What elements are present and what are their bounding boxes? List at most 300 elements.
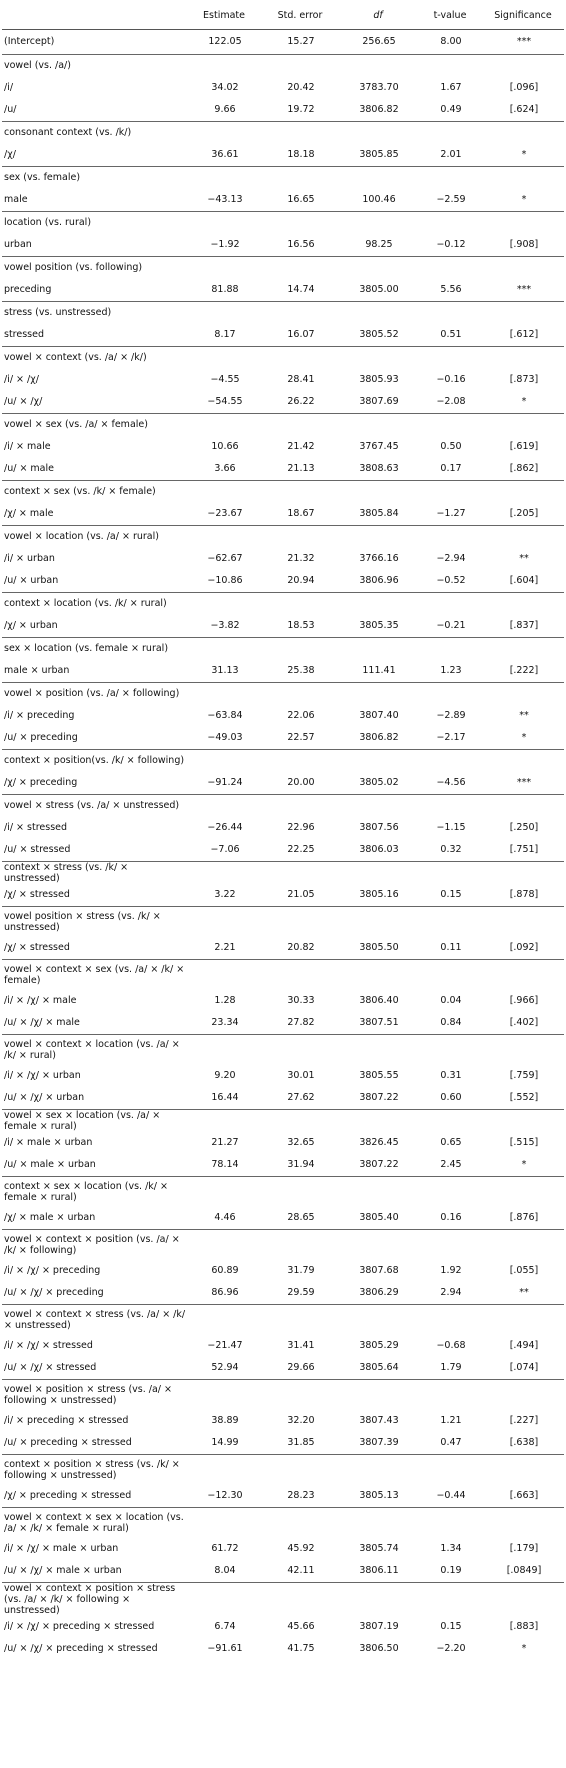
std-error-cell: 42.11 (287, 1565, 315, 1576)
significance-cell: *** (516, 777, 532, 788)
group-header-row (2, 413, 564, 436)
table-header (2, 3, 564, 29)
table-row (2, 1132, 564, 1154)
group-header-row (2, 959, 564, 990)
t-value-cell: 1.79 (440, 1362, 462, 1373)
group-header-label: sex (vs. female) (2, 166, 186, 189)
estimate-cell: −7.06 (210, 844, 240, 855)
group-header-label: vowel (vs. /a/) (2, 54, 186, 77)
empty-cell (482, 1507, 564, 1538)
estimate-cell: −63.84 (207, 710, 243, 721)
df-cell: 3807.22 (359, 1159, 399, 1170)
group-header-label: vowel × context × position (vs. /a/ × /k/ × following) (2, 1229, 186, 1260)
estimate-cell: 4.46 (214, 1212, 236, 1223)
row-label: (Intercept) (4, 36, 55, 47)
empty-cell (186, 346, 262, 369)
row-label: /χ/ × male × urban (4, 1212, 96, 1223)
group-header-row (2, 1034, 564, 1065)
estimate-cell: 8.04 (214, 1565, 236, 1576)
row-label: /u/ (4, 104, 17, 115)
empty-cell (262, 749, 338, 772)
table-row (2, 234, 564, 257)
row-label: /u/ × male × urban (4, 1159, 96, 1170)
estimate-cell: −26.44 (207, 822, 243, 833)
table-row (2, 99, 564, 122)
t-value-cell: −0.44 (436, 1490, 466, 1501)
empty-cell (186, 637, 262, 660)
row-label: /χ/ × preceding × stressed (4, 1490, 132, 1501)
t-value-cell: −2.20 (436, 1643, 466, 1654)
t-value-cell: 0.50 (440, 441, 462, 452)
estimate-cell: −23.67 (207, 508, 243, 519)
empty-cell (338, 637, 418, 660)
empty-cell (338, 54, 418, 77)
t-value-cell: −4.56 (436, 777, 466, 788)
df-cell: 3807.39 (359, 1437, 399, 1448)
estimate-cell: 31.13 (211, 665, 239, 676)
df-cell: 256.65 (362, 36, 396, 47)
empty-cell (418, 1304, 482, 1335)
empty-cell (262, 1379, 338, 1410)
group-header-label: vowel × context × position × stress (vs. /a/ × /k/ × following × unstressed) (2, 1582, 186, 1616)
significance-cell: [.222] (509, 665, 539, 676)
df-cell: 3805.74 (359, 1543, 399, 1554)
group-header-row (2, 794, 564, 817)
empty-cell (186, 1229, 262, 1260)
df-cell: 3805.00 (359, 284, 399, 295)
estimate-cell: −1.92 (210, 239, 240, 250)
empty-cell (418, 346, 482, 369)
empty-cell (482, 682, 564, 705)
df-cell: 3805.29 (359, 1340, 399, 1351)
empty-cell (482, 346, 564, 369)
empty-cell (186, 1379, 262, 1410)
std-error-cell: 28.23 (287, 1490, 315, 1501)
df-cell: 3806.11 (359, 1565, 399, 1576)
empty-cell (482, 1109, 564, 1132)
df-cell: 3805.50 (359, 942, 399, 953)
empty-cell (186, 413, 262, 436)
header-df-text: df (373, 10, 383, 22)
estimate-cell: 60.89 (211, 1265, 239, 1276)
row-label: /u/ × /χ/ × urban (4, 1092, 85, 1103)
table-row (2, 1335, 564, 1357)
table-row (2, 839, 564, 862)
estimate-cell: 2.21 (214, 942, 236, 953)
t-value-cell: 2.45 (440, 1159, 462, 1170)
df-cell: 98.25 (365, 239, 393, 250)
t-value-cell: 0.16 (440, 1212, 462, 1223)
t-value-cell: 0.17 (440, 463, 462, 474)
significance-cell: [.619] (509, 441, 539, 452)
std-error-cell: 21.13 (287, 463, 315, 474)
empty-cell (338, 1034, 418, 1065)
std-error-cell: 30.33 (287, 995, 315, 1006)
df-cell: 3807.56 (359, 822, 399, 833)
row-label: /u/ × urban (4, 575, 59, 586)
group-header-row (2, 301, 564, 324)
significance-cell: [.604] (509, 575, 539, 586)
std-error-cell: 45.66 (287, 1621, 315, 1632)
std-error-cell: 29.66 (287, 1362, 315, 1373)
df-cell: 3805.93 (359, 374, 399, 385)
estimate-cell: 52.94 (211, 1362, 239, 1373)
empty-cell (338, 1109, 418, 1132)
empty-cell (418, 525, 482, 548)
empty-cell (482, 794, 564, 817)
header-estimate: Estimate (203, 10, 245, 22)
group-header-label: context × sex (vs. /k/ × female) (2, 480, 186, 503)
t-value-cell: 1.34 (440, 1543, 462, 1554)
estimate-cell: 3.22 (214, 889, 236, 900)
group-header-label: vowel × context (vs. /a/ × /k/) (2, 346, 186, 369)
row-label: /i/ × male (4, 441, 51, 452)
estimate-cell: 16.44 (211, 1092, 239, 1103)
group-header-label: vowel position (vs. following) (2, 256, 186, 279)
std-error-cell: 28.41 (287, 374, 315, 385)
empty-cell (482, 1304, 564, 1335)
std-error-cell: 29.59 (287, 1287, 315, 1298)
row-label: /χ/ × urban (4, 620, 58, 631)
empty-cell (338, 1229, 418, 1260)
t-value-cell: 0.49 (440, 104, 462, 115)
empty-cell (186, 1109, 262, 1132)
estimate-cell: 61.72 (211, 1543, 239, 1554)
group-header-row (2, 1507, 564, 1538)
group-header-label: vowel × position × stress (vs. /a/ × following × unstressed) (2, 1379, 186, 1410)
empty-cell (186, 682, 262, 705)
std-error-cell: 21.05 (287, 889, 315, 900)
table-row (2, 436, 564, 458)
group-header-label: vowel × location (vs. /a/ × rural) (2, 525, 186, 548)
empty-cell (262, 413, 338, 436)
group-header-label: consonant context (vs. /k/) (2, 121, 186, 144)
df-cell: 3767.45 (359, 441, 399, 452)
empty-cell (482, 413, 564, 436)
t-value-cell: 0.11 (440, 942, 462, 953)
empty-cell (418, 1454, 482, 1485)
empty-cell (482, 906, 564, 937)
empty-cell (418, 1379, 482, 1410)
group-header-label: vowel × stress (vs. /a/ × unstressed) (2, 794, 186, 817)
table-row (2, 391, 564, 414)
group-header-row (2, 1109, 564, 1132)
group-header-row (2, 749, 564, 772)
significance-cell: [.096] (509, 82, 539, 93)
group-header-row (2, 1176, 564, 1207)
df-cell: 3806.40 (359, 995, 399, 1006)
table-row (2, 570, 564, 593)
table-row (2, 77, 564, 99)
df-cell: 3806.82 (359, 104, 399, 115)
empty-cell (186, 749, 262, 772)
table-row (2, 660, 564, 683)
group-header-row (2, 861, 564, 884)
std-error-cell: 30.01 (287, 1070, 315, 1081)
df-cell: 3805.40 (359, 1212, 399, 1223)
estimate-cell: 9.20 (214, 1070, 236, 1081)
t-value-cell: 5.56 (440, 284, 462, 295)
significance-cell: ** (519, 553, 529, 564)
significance-cell: * (521, 1643, 527, 1654)
significance-cell: [.908] (509, 239, 539, 250)
empty-cell (186, 480, 262, 503)
group-header-label: vowel × sex (vs. /a/ × female) (2, 413, 186, 436)
t-value-cell: 0.15 (440, 1621, 462, 1632)
table-row (2, 1616, 564, 1638)
df-cell: 3805.64 (359, 1362, 399, 1373)
empty-cell (418, 906, 482, 937)
t-value-cell: −0.21 (436, 620, 466, 631)
t-value-cell: 1.67 (440, 82, 462, 93)
group-header-label: context × sex × location (vs. /k/ × female × rural) (2, 1176, 186, 1207)
table-row (2, 990, 564, 1012)
df-cell: 3805.16 (359, 889, 399, 900)
estimate-cell: 86.96 (211, 1287, 239, 1298)
table-row (2, 1260, 564, 1282)
row-label: /i/ × male × urban (4, 1137, 93, 1148)
table-row (2, 1282, 564, 1305)
empty-cell (418, 1109, 482, 1132)
table-row (2, 937, 564, 960)
row-label: /i/ × /χ/ × male × urban (4, 1543, 119, 1554)
t-value-cell: −0.16 (436, 374, 466, 385)
t-value-cell: −2.94 (436, 553, 466, 564)
empty-cell (338, 1304, 418, 1335)
row-label: /u/ × /χ/ × stressed (4, 1362, 97, 1373)
df-cell: 3805.35 (359, 620, 399, 631)
t-value-cell: 0.19 (440, 1565, 462, 1576)
empty-cell (262, 1507, 338, 1538)
significance-cell: *** (516, 36, 532, 47)
std-error-cell: 20.82 (287, 942, 315, 953)
empty-cell (262, 301, 338, 324)
group-header-label: vowel position × stress (vs. /k/ × unstressed) (2, 906, 186, 937)
std-error-cell: 22.06 (287, 710, 315, 721)
t-value-cell: 0.15 (440, 889, 462, 900)
table-row (2, 1087, 564, 1110)
significance-cell: [.966] (509, 995, 539, 1006)
empty-cell (418, 413, 482, 436)
empty-cell (262, 1304, 338, 1335)
row-label: /u/ × male (4, 463, 54, 474)
t-value-cell: −2.59 (436, 194, 466, 205)
empty-cell (338, 906, 418, 937)
row-label: preceding (4, 284, 52, 295)
row-label: male (4, 194, 28, 205)
group-header-row (2, 1229, 564, 1260)
t-value-cell: −2.17 (436, 732, 466, 743)
group-header-label: vowel × context × location (vs. /a/ × /k/ × rural) (2, 1034, 186, 1065)
empty-cell (338, 346, 418, 369)
table-row (2, 1410, 564, 1432)
row-label: /i/ (4, 82, 14, 93)
empty-cell (338, 1454, 418, 1485)
empty-cell (338, 1379, 418, 1410)
row-label: /i/ × /χ/ × stressed (4, 1340, 93, 1351)
estimate-cell: 23.34 (211, 1017, 239, 1028)
group-header-label: vowel × context × sex (vs. /a/ × /k/ × female) (2, 959, 186, 990)
empty-cell (482, 592, 564, 615)
std-error-cell: 15.27 (287, 36, 315, 47)
empty-cell (262, 166, 338, 189)
row-label: /χ/ × stressed (4, 889, 70, 900)
t-value-cell: −0.12 (436, 239, 466, 250)
estimate-cell: −49.03 (207, 732, 243, 743)
row-label: urban (4, 239, 32, 250)
empty-cell (482, 525, 564, 548)
empty-cell (482, 301, 564, 324)
estimate-cell: 34.02 (211, 82, 239, 93)
header-significance: Significance (494, 10, 552, 22)
std-error-cell: 22.57 (287, 732, 315, 743)
table-row (2, 324, 564, 347)
row-label: /i/ × /χ/ × urban (4, 1070, 81, 1081)
std-error-cell: 31.79 (287, 1265, 315, 1276)
df-cell: 3807.19 (359, 1621, 399, 1632)
empty-cell (262, 1229, 338, 1260)
significance-cell: * (521, 149, 527, 160)
group-header-row (2, 1454, 564, 1485)
std-error-cell: 19.72 (287, 104, 315, 115)
group-header-row (2, 1379, 564, 1410)
group-header-row (2, 525, 564, 548)
table-row (2, 772, 564, 795)
empty-cell (186, 1176, 262, 1207)
group-header-row (2, 637, 564, 660)
empty-cell (418, 959, 482, 990)
estimate-cell: −3.82 (210, 620, 240, 631)
std-error-cell: 21.32 (287, 553, 315, 564)
empty-cell (186, 794, 262, 817)
row-label: /i/ × preceding (4, 710, 75, 721)
empty-cell (482, 166, 564, 189)
estimate-cell: −91.24 (207, 777, 243, 788)
t-value-cell: 0.04 (440, 995, 462, 1006)
row-label: /χ/ × preceding (4, 777, 78, 788)
empty-cell (186, 861, 262, 884)
group-header-label: context × stress (vs. /k/ × unstressed) (2, 861, 186, 884)
row-label: /u/ × /χ/ (4, 396, 43, 407)
significance-cell: [.873] (509, 374, 539, 385)
group-header-row (2, 256, 564, 279)
empty-cell (262, 256, 338, 279)
estimate-cell: 14.99 (211, 1437, 239, 1448)
estimate-cell: −10.86 (207, 575, 243, 586)
table-row (2, 1357, 564, 1380)
table-row (2, 1485, 564, 1508)
std-error-cell: 32.65 (287, 1137, 315, 1148)
empty-cell (186, 166, 262, 189)
t-value-cell: −2.89 (436, 710, 466, 721)
empty-cell (418, 1229, 482, 1260)
header-df (338, 3, 418, 29)
empty-cell (262, 1454, 338, 1485)
row-label: /i/ × preceding × stressed (4, 1415, 129, 1426)
empty-cell (262, 1109, 338, 1132)
df-cell: 3805.02 (359, 777, 399, 788)
empty-cell (186, 525, 262, 548)
significance-cell: * (521, 1159, 527, 1170)
std-error-cell: 16.56 (287, 239, 315, 250)
t-value-cell: −2.08 (436, 396, 466, 407)
empty-cell (418, 1034, 482, 1065)
df-cell: 3805.52 (359, 329, 399, 340)
df-cell: 3807.43 (359, 1415, 399, 1426)
empty-cell (338, 166, 418, 189)
row-label: /χ/ × stressed (4, 942, 70, 953)
empty-cell (338, 959, 418, 990)
significance-cell: * (521, 194, 527, 205)
std-error-cell: 16.65 (287, 194, 315, 205)
empty-cell (186, 301, 262, 324)
row-label: /i/ × stressed (4, 822, 68, 833)
significance-cell: [.092] (509, 942, 539, 953)
table-row (2, 1012, 564, 1035)
empty-cell (482, 1034, 564, 1065)
group-header-row (2, 906, 564, 937)
empty-cell (338, 592, 418, 615)
t-value-cell: 1.21 (440, 1415, 462, 1426)
df-cell: 111.41 (362, 665, 396, 676)
t-value-cell: 0.51 (440, 329, 462, 340)
empty-cell (482, 1379, 564, 1410)
table-row (2, 1065, 564, 1087)
empty-cell (418, 121, 482, 144)
t-value-cell: 0.32 (440, 844, 462, 855)
empty-cell (482, 54, 564, 77)
t-value-cell: 8.00 (440, 36, 462, 47)
df-cell: 3806.29 (359, 1287, 399, 1298)
std-error-cell: 26.22 (287, 396, 315, 407)
df-cell: 3806.50 (359, 1643, 399, 1654)
header-t-value: t-value (433, 10, 467, 22)
std-error-cell: 18.67 (287, 508, 315, 519)
group-header-row (2, 682, 564, 705)
std-error-cell: 20.00 (287, 777, 315, 788)
significance-cell: ** (519, 1287, 529, 1298)
empty-cell (338, 525, 418, 548)
empty-cell (338, 301, 418, 324)
estimate-cell: −12.30 (207, 1490, 243, 1501)
group-header-label: context × position(vs. /k/ × following) (2, 749, 186, 772)
empty-cell (338, 749, 418, 772)
estimate-cell: 10.66 (211, 441, 239, 452)
empty-cell (338, 861, 418, 884)
significance-cell: [.876] (509, 1212, 539, 1223)
empty-cell (262, 525, 338, 548)
table-row (2, 884, 564, 907)
group-header-row (2, 166, 564, 189)
group-header-label: vowel × position (vs. /a/ × following) (2, 682, 186, 705)
significance-cell: [.0849] (506, 1565, 542, 1576)
df-cell: 3807.68 (359, 1265, 399, 1276)
row-label: /χ/ × male (4, 508, 54, 519)
significance-cell: [.552] (509, 1092, 539, 1103)
row-label: /i/ × /χ/ × preceding × stressed (4, 1621, 155, 1632)
header-blank (2, 3, 186, 29)
significance-cell: [.227] (509, 1415, 539, 1426)
std-error-cell: 27.62 (287, 1092, 315, 1103)
empty-cell (482, 1176, 564, 1207)
significance-cell: [.878] (509, 889, 539, 900)
significance-cell: *** (516, 284, 532, 295)
empty-cell (262, 211, 338, 234)
t-value-cell: 0.31 (440, 1070, 462, 1081)
t-value-cell: 1.92 (440, 1265, 462, 1276)
empty-cell (482, 1454, 564, 1485)
group-header-label: stress (vs. unstressed) (2, 301, 186, 324)
